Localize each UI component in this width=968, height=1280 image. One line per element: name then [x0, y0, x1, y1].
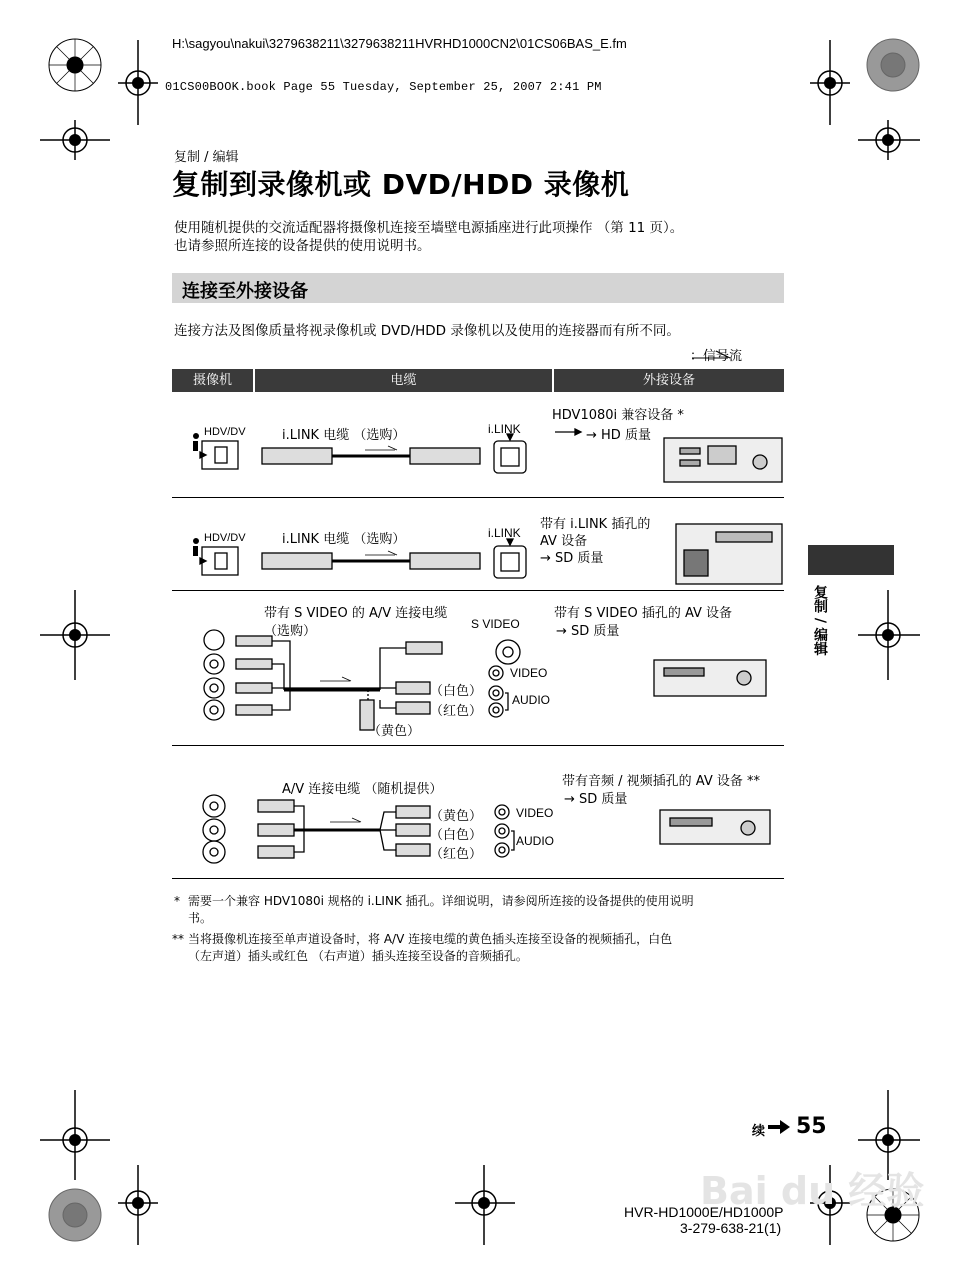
intro-line-2: 也请参照所连接的设备提供的使用说明书。 [174, 238, 431, 254]
sunburst-bl [49, 1189, 101, 1241]
footnote-1-mark: * [174, 894, 180, 908]
row3-yellow: （黄色） [368, 724, 421, 739]
row1-device-line2: → HD 质量 [586, 428, 651, 443]
continued-label: 续 [752, 1124, 766, 1139]
row3-audio: AUDIO [512, 693, 551, 707]
footnote-1-line2: 书。 [188, 911, 213, 925]
row4-device-line1: 带有音频 / 视频插孔的 AV 设备 ** [562, 774, 760, 789]
row3-drawing [204, 630, 766, 730]
footnote-2-line2: （左声道）插头或红色 （右声道）插头连接至设备的音频插孔。 [188, 949, 528, 963]
model-number: HVR-HD1000E/HD1000P [624, 1204, 784, 1220]
row3-device-line2: → SD 质量 [556, 624, 620, 639]
row3-white: （白色） [430, 684, 483, 699]
page-number: 55 [796, 1114, 827, 1139]
row2-device-line3: → SD 质量 [540, 551, 604, 566]
row2-device-line2: AV 设备 [540, 534, 588, 549]
header-device: 外接设备 [554, 369, 784, 392]
row2-camera-jack: HDV/DV [204, 532, 246, 544]
page-title: 复制到录像机或 DVD/HDD 录像机 [172, 168, 630, 201]
row3-cable-line1: 带有 S VIDEO 的 A/V 连接电缆 [264, 606, 448, 621]
sunburst-tr [867, 39, 919, 91]
header-cable: 电缆 [255, 369, 552, 392]
section-note: 连接方法及图像质量将视录像机或 DVD/HDD 录像机以及使用的连接器而有所不同。 [174, 323, 680, 339]
row4-cable-label: A/V 连接电缆 （随机提供） [282, 782, 443, 797]
side-tab [808, 545, 894, 575]
row3-cable-line2: （选购） [264, 624, 317, 639]
row2-device-jack: i.LINK [488, 526, 521, 540]
row3-device-line1: 带有 S VIDEO 插孔的 AV 设备 [554, 606, 733, 621]
intro-text [174, 219, 794, 255]
row4-yellow: （黄色） [430, 809, 483, 824]
footnote-2-line1: 当将摄像机连接至单声道设备时，将 A/V 连接电缆的黄色插头连接至设备的视频插孔，白色 [188, 932, 673, 946]
part-code: 3-279-638-21(1) [680, 1220, 782, 1236]
intro-line-1: 使用随机提供的交流适配器将摄像机连接至墙壁电源插座进行此项操作 （第 11 页）。 [174, 220, 684, 236]
continue-arrow-icon [768, 1120, 790, 1134]
signal-legend: ：信号流 [690, 349, 743, 364]
row4-video: VIDEO [516, 806, 554, 820]
footnote-2-mark: ** [172, 932, 184, 946]
row3-red: （红色） [430, 704, 483, 719]
row3-video: VIDEO [510, 666, 548, 680]
book-line: 01CS00BOOK.book Page 55 Tuesday, September 25, 2007 2:41 PM [165, 80, 602, 94]
row1-camera-jack: HDV/DV [204, 426, 246, 438]
row4-red: （红色） [430, 847, 483, 862]
file-path: H:\sagyou\nakui\3279638211\3279638211HVRHD1000CN2\01CS06BAS_E.fm [172, 36, 627, 51]
row4-white: （白色） [430, 828, 483, 843]
row2-device-line1: 带有 i.LINK 插孔的 [540, 517, 651, 532]
row4-device-line2: → SD 质量 [564, 792, 628, 807]
row4-drawing [203, 795, 770, 863]
row2-cable-label: i.LINK 电缆 （选购） [282, 532, 406, 547]
breadcrumb: 复制 / 编辑 [174, 150, 239, 165]
watermark: Bai du 经验 [700, 1169, 925, 1213]
footnote-1-line1: 需要一个兼容 HDV1080i 规格的 i.LINK 插孔。详细说明，请参阅所连接的设备提供的使用说明 [188, 894, 694, 908]
section-title: 连接至外接设备 [182, 281, 308, 302]
header-camera: 摄像机 [172, 369, 253, 392]
row1-device-jack: i.LINK [488, 422, 521, 436]
row1-device-line1: HDV1080i 兼容设备 * [552, 408, 684, 423]
row1-cable-label: i.LINK 电缆 （选购） [282, 428, 406, 443]
row3-svideo: S VIDEO [471, 617, 520, 631]
side-tab-label: 复制 / 编辑 [812, 585, 828, 656]
row4-audio: AUDIO [516, 834, 555, 848]
